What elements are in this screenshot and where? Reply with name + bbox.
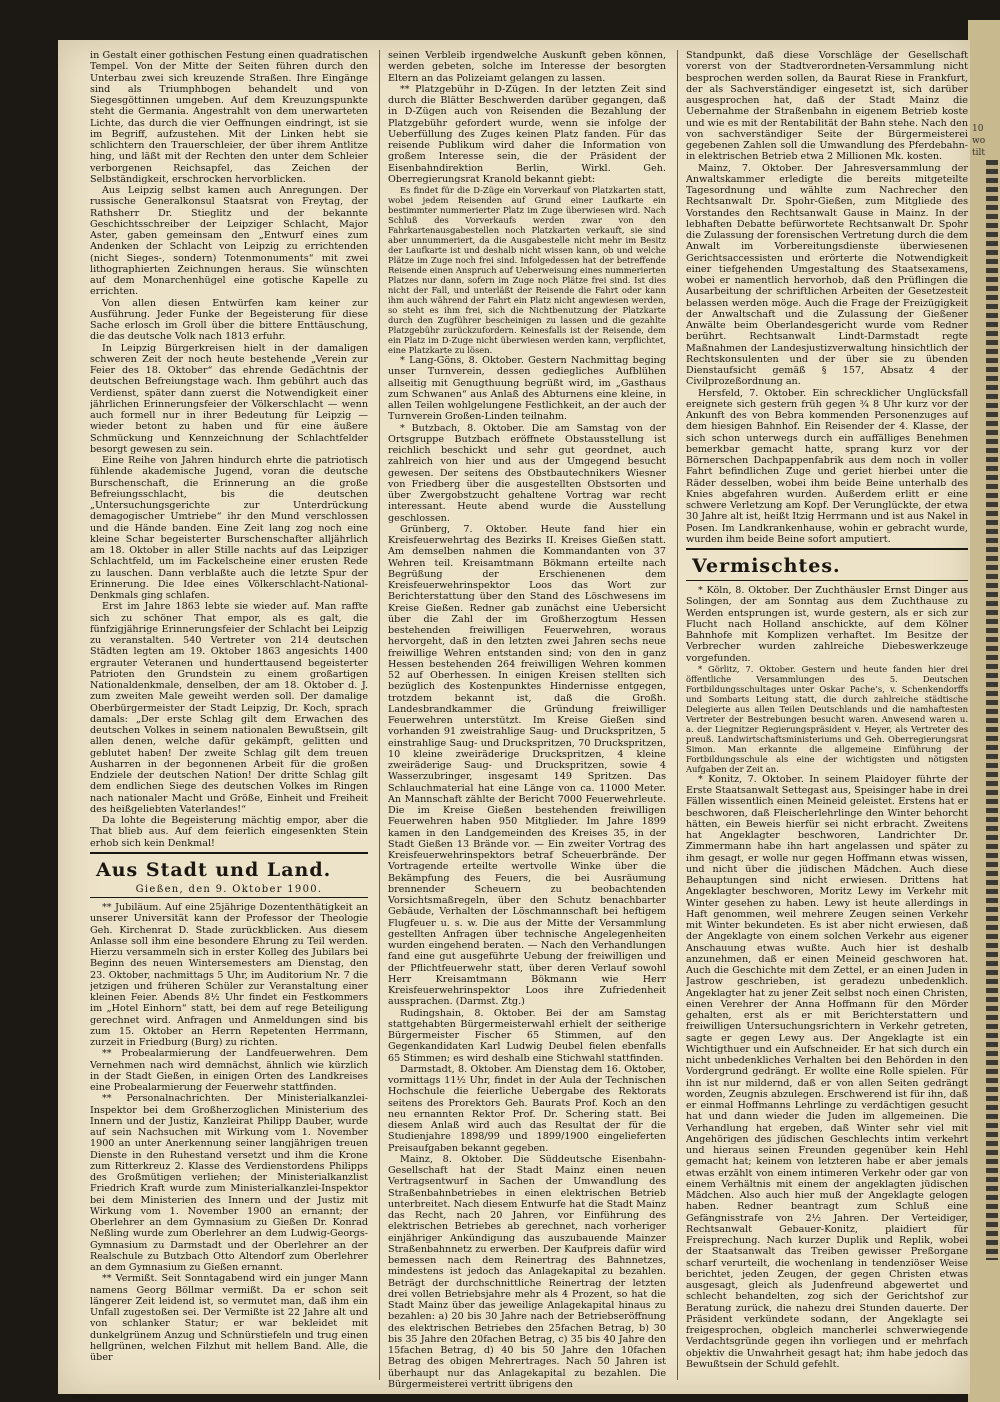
news-item: * Konitz, 7. Oktober. In seinem Plaidoyer führte der Erste Staatsanwalt Settegast aus, Speisinger habe in drei Fällen wissentlich einen Meineid geleistet. Erstens hat er beschworen, daß Fleischerlehrlinge den Winter behorcht hätten, ein Beweis hierfür sei nicht erbracht. Zweitens hat Angeklagter beschworen, Landrichter Dr. Zimmermann habe ihn hart angelassen und später zu ihm gesagt, er wolle nur gegen Hoffmann etwas wissen, und nicht über die jüdischen Mädchen. Auch diese Behauptungen sind nicht erwiesen. Drittens hat Angeklagter beschworen, Moritz Lewy im Verkehr mit Winter gesehen zu haben. Lewy ist heute allerdings in Haft genommen, weil mehrere Zeugen seinen Verkehr mit Winter bekundeten. Es ist aber nicht erwiesen, daß der Angeklagte von einem solchen Verkehr aus eigener Anschauung etwas wußte. Auch hier ist deshalb anzunehmen, daß er einen Meineid geschworen hat. Auch die Geschichte mit dem Zettel, er an einen Juden in Jastrow geschrieben, ist geradezu unbedenklich. Angeklagter hat zu jener Zeit selbst noch einen Christen, einen Verehrer der Anna Hoffmann für den Mörder gehalten, erst als er mit Berichterstattern und freiwilligen Untersuchungsrichtern in Verkehr getreten, sagte er gegen Lewy aus. Der Angeklagte ist ein Wichtigthuer und ein Aufschneider. Er hat sich durch ein nicht unbedenkliches Verhalten bei den Behörden in den Vordergrund gedrängt. Er wollte eine Rolle spielen. Für ihn ist nur mildernd, daß er von allen Seiten gedrängt worden, Zeugnis abzulegen. Erschwerend ist für ihn, daß er einmal Hoffmanns Lehrlinge zu verdächtigen gesucht hat und dann wieder die Juden im allgemeinen. Die Verhandlung hat ergeben, daß Winter sehr viel mit Angehörigen des jüdischen Geschlechts intim verkehrt und hieraus seinen Freunden gegenüber kein Hehl gemacht hat; keinem von letzteren habe er aber jemals etwas erzählt von einem intimeren Verkehr oder gar von einem Verhältnis mit einem der angeklagten jüdischen Mädchen. Also auch hier muß der Angeklagte gelogen haben. Redner beantragt zum Schluß eine Gefängnisstrafe von 2½ Jahren. Der Verteidiger, Rechtsanwalt Gebauer-Konitz, plaidiert für Freisprechung. Nach kurzer Duplik und Replik, wobei der Staatsanwalt das Treiben gewisser Preßorgane scharf verurteilt, die wochenlang in tendenziöser Weise berichtet, jeden Zeugen, der gegen Christen etwas ausgesagt, gleich als Judenfreund abgewertet und schlecht behandelten, zog sich der Gerichtshof zur Beratung zurück, die nahezu drei Stunden dauerte. Der Präsident verkündete sodann, der Angeklagte sei freigesprochen, obgleich mancherlei schwerwiegende Verdachtsgründe gegen ihn vorliegen und er mehrfach objektiv die Unwahrheit gesagt hat; ihm habe jedoch das Bewußtsein der Schuld gefehlt. — [686, 773, 968, 1370]
section-rule-thin — [686, 580, 968, 581]
news-item: ** Jubiläum. Auf eine 25jährige Dozententhätigkeit an unserer Universität kann der Professor der Theologie Geh. Kirchenrat D. Stade zurückblicken. Aus diesem Anlasse soll ihm eine besondere Ehrung zu Teil werden. Hierzu versammeln sich in erster Kolleg des Jubilars bei Beginn des neuen Wintersemesters am Dienstag, den 23. Oktober, nachmittags 5 Uhr, im Auditorium Nr. 7 die jetzigen und früheren Schüler zur Veranstaltung einer kleinen Feier. Abends 8½ Uhr findet ein Festkommers im „Hotel Einhorn“ statt, bei dem auf rege Beteiligung gerechnet wird. Anfragen und Anmeldungen sind bis zum 15. Oktober an Herrn Repetenten Herrmann, zurzeit in Friedburg (Burg) zu richten. — [90, 902, 368, 1048]
section-heading-miscellaneous: Vermischtes. — [692, 555, 841, 577]
margin-text-2: wo — [972, 136, 986, 146]
paragraph: In Leipzig Bürgerkreisen hielt in der damaligen schweren Zeit der noch heute bestehende „Verein zur Feier des 18. Oktober“ das ehrende Gedächtnis der deutschen Befreiungstage wach. Ihm gebührt auch das Verdienst, später dann zuerst die Notwendigkeit einer jährlichen Erinnerungsfeier der Völkerschlacht — wenn auch formell nur in ihrer Bedeutung für Leipzig — wieder betont zu haben und für eine äußere Schmückung und Kennzeichnung der Schlachtfelder besorgt gewesen zu sein. — [90, 342, 368, 455]
news-item: ** Probealarmierung der Landfeuerwehren. Dem Vernehmen nach wird demnächst, ähnlich wie kürzlich in der Stadt Gießen, in einigen Orten des Landkreises eine Probealarmierung der Feuerwehr stattfinden. — [90, 1048, 368, 1093]
column-2 — [388, 50, 666, 1390]
news-item: Mainz, 8. Oktober. Die Süddeutsche Eisenbahn-Gesellschaft hat der Stadt Mainz einen neuen Vertragsentwurf in Sachen der Umwandlung des Straßenbahnbetriebes in einen elektrischen Betrieb unterbreitet. Nach diesem Entwurfe hat die Stadt Mainz das Recht, nach 20 Jahren, vor Einführung des elektrischen Betriebes ab gerechnet, nach vorheriger einjähriger Ankündigung das auszubauende Mainzer Straßenbahnnetz zu erwerben. Der Kaufpreis dafür wird bemessen nach dem Reinertrag des Bahnnetzes, mindestens ist jedoch das Anlagekapital zu bezahlen. Beträgt der durchschnittliche Reinertrag der letzten drei vollen Betriebsjahre mehr als 4 Prozent, so hat die Stadt Mainz über das jeweilige Anlagekapital hinaus zu bezahlen: a) 20 bis 30 Jahre nach der Betriebseröffnung des elektrischen Betriebes den 25fachen Betrag, b) 30 bis 35 Jahre den 20fachen Betrag, c) 35 bis 40 Jahre den 15fachen Betrag, d) 40 bis 50 Jahre den 10fachen Betrag des obigen Mehrertrages. Nach 50 Jahren ist überhaupt nur das Anlagekapital zu bezahlen. Die Bürgermeisterei vertritt übrigens den — [388, 1153, 666, 1390]
section-heading-local-news: Aus Stadt und Land. — [96, 858, 332, 881]
section-rule — [686, 548, 968, 550]
news-item: Darmstadt, 8. Oktober. Am Dienstag dem 16. Oktober, vormittags 11½ Uhr, findet in der Aula der Technischen Hochschule die feierliche Uebergabe des Rektorats seitens des Prorektors Geh. Baurats Prof. Koch an den neu ernannten Rektor Prof. Dr. Schering statt. Bei diesem Anlaß wird auch das Resultat der für die Studienjahre 1898/99 und 1899/1900 eingelieferten Preisaufgaben bekannt gegeben. — [388, 1063, 666, 1154]
paragraph: Eine Reihe von Jahren hindurch ehrte die patriotisch fühlende akademische Jugend, voran die deutsche Burschenschaft, die Erinnerung an die große Befreiungsschlacht, bis die deutschen „Untersuchungsgerichte zur Unterdrückung demagogischer Umtriebe“ ihr den Mund verschlossen und die Hände banden. Eine Zeit lang zog noch eine kleine Schar begeisterter Burschenschafter alljährlich am 18. Oktober in aller Stille nachts auf das Leipziger Schlachtfeld, um im Fackelscheine einer erusten Rede zu lauschen. Dann verblaßte auch die letzte Spur der Erinnerung. Die Idee eines Völkerschlacht-National-Denkmals ging schlafen. — [90, 455, 368, 601]
paragraph: Erst im Jahre 1863 lebte sie wieder auf. Man raffte sich zu schöner That empor, als es galt, die fünfzigjährige Erinnerungsfeier der Schlacht bei Leipzig zu veranstalten. 540 Vertreter von 214 deutschen Städten legten am 19. Oktober 1863 angesichts 1400 ergrauter Veteranen und hunderttausend begeisterter Patrioten den Grundstein zu einem großartigen Nationaldenkmale, denselben, der am 18. Oktober d. J. zum zweiten Male geweiht werden soll. Der damalige Oberbürgermeister der Stadt Leipzig, Dr. Koch, sprach damals: „Der erste Schlag gilt dem Erwachen des deutschen Volkes in seinem nationalen Bewußtsein, gilt allen denen, welche dafür gekämpft, gelitten und geblutet haben! Der zweite Schlag gilt dem treuen Ausharren in der begonnenen Arbeit für die großen Endziele der deutschen Nation! Der dritte Schlag gilt dem endlichen Siege des deutschen Volkes im Ringen nach nationaler Macht und Größe, Einheit und Freiheit des heißgeliebten Vaterlandes!“ — [90, 601, 368, 815]
news-item: ** Personalnachrichten. Der Ministerialkanzlei-Inspektor bei dem Großherzoglichen Ministerium des Innern und der Justiz, Kanzleirat Philipp Dauber, wurde auf sein Nachsuchen mit Wirkung vom 1. November 1900 an unter Anerkennung seiner langjährigen treuen Dienste in den Ruhestand versetzt und ihm die Krone zum Ritterkreuz 2. Klasse des Verdienstordens Philipps des Großmütigen verliehen; der Ministerialkanzlist Friedrich Kraft wurde zum Ministerialkanzlei-Inspektor bei dem Ministerien des Innern und der Justiz mit Wirkung vom 1. November 1900 an ernannt; der Oberlehrer an dem Gymnasium zu Gießen Dr. Konrad Neßling wurde zum Oberlehrer an dem Ludwig-Georgs-Gymnasium zu Darmstadt und der Oberlehrer an der Realschule zu Butzbach Otto Altendorf zum Oberlehrer an dem Gymnasium zu Gießen ernannt. — [90, 1093, 368, 1273]
news-item: * Lang-Göns, 8. Oktober. Gestern Nachmittag beging unser Turnverein, dessen gediegliches Aufblühen allseitig mit Genugthuung begrüßt wird, im „Gasthaus zum Schwanen“ aus Anlaß des Abturnens eine kleine, in allen Teilen wohlgelungene Festlichkeit, an der auch der Turnverein Großen-Linden teilnahm. — [388, 355, 666, 423]
news-item: Mainz, 7. Oktober. Der Jahresversammlung der Anwaltskammer erledigte die bereits mitgeteilte Tagesordnung und wählte zum Nachrecher den Rechtsanwalt Dr. Spohr-Gießen, zum Mitgliede des Vorstandes den Rechtsanwalt Gause in Mainz. In der lebhaften Debatte befürwortete Rechtsanwalt Dr. Spohr die Zulassung der forensischen Vertretung durch die dem Anwalt im Vorbereitungsdienste überwiesenen Gerichtsaccessisten und erörterte die Notwendigkeit einer tiefgehenden Umgestaltung des Staatsexamens, wobei er namentlich hervorhob, daß den Prüflingen die Ausarbeitung der schriftlichen Arbeiten der Gesetzesteit belassen werden möge. Auch die Frage der Freizügigkeit der Anwaltschaft und die Zulassung der Gießener Anwälte beim Oberlandesgericht wurde vom Redner berührt. Rechtsanwalt Lindt-Darmstadt regte Maßnahmen der Landesjustizverwaltung hinsichtlich der Rechtskonsulenten und der über sie zu übenden Dienstaufsicht gemäß § 157, Absatz 4 der Civilprozeßordnung an. — [686, 162, 968, 388]
dateline: Gießen, den 9. Oktober 1900. — [135, 883, 323, 895]
paragraph: in Gestalt einer gothischen Festung einen quadratischen Tempel. Von der Mitte der Seiten führen durch den Unterbau zwei sich kreuzende Straßen. Ihre Eingänge sind als Triumphbogen behandelt und von Siegesgöttinnen umgeben. Auf dem Kreuzungspunkte steht die Germania. Angestrahlt von dem unerwarteten Lichte, das durch die vier Oeffnungen eindringt, ist sie im Begriff, aufzustehen. Mit der Linken hebt sie schlichtern den Trauerschleier, der über ihrem Antlitze hing, und läßt mit der Rechten den unter dem Schleier verborgenen Reichsapfel, das Zeichen der Selbständigkeit, erschrocken hervorblicken. — [90, 50, 368, 185]
margin-text-1: 10 — [972, 124, 984, 134]
newspaper-page — [58, 40, 970, 1394]
news-item: * Görlitz, 7. Oktober. Gestern und heute fanden hier drei öffentliche Versammlungen des 5. Deutschen Fortbildungsschultages unter Oskar Pache’s, v. Schenkendorffs und Sombarts Leitung statt, die durch zahlreiche städtische Delegierte aus allen Teilen Deutschlands und die namhaftesten Vertreter der Bestrebungen besucht waren. Anwesend waren u. a. der Liegnitzer Regierungspräsident v. Heyer, als Vertreter des preuß. Landwirtschaftsministeriums und Geh. Oberregierungsrat Simon. Man erkannte die allgemeine Einführung der Fortbildungsschule als eine der wichtigsten und nötigsten Aufgaben der Zeit an. — [686, 663, 968, 774]
news-item: ** Platzgebühr in D-Zügen. In der letzten Zeit sind durch die Blätter Beschwerden darüber gegangen, daß in D-Zügen auch von Reisenden die Bezahlung der Platzgebühr gefordert wurde, wenn sie infolge der Ueberfüllung des Zuges keinen Platz fanden. Für das reisende Publikum wird daher die Information von großem Interesse sein, die der Präsident der Eisenbahndirektion Berlin, Wirkl. Geh. Oberregierungsrat Kranold bekannt giebt: — [388, 83, 666, 185]
paragraph: Standpunkt, daß diese Vorschläge der Gesellschaft vorerst von der Stadtverordneten-Versammlung nicht besprochen werden sollen, da Baurat Riese in Frankfurt, der als Sachverständiger eingesetzt ist, sich darüber ausgesprochen hat, daß der Stadt Mainz die Uebernahme der Straßenbahn in eigenem Betrieb koste und wie es mit der Rentabilität der Bahn stehe. Nach den von sachverständiger Seite der Bürgermeisterei gegebenen Zahlen soll die Umwandlung des Pferdebahn- in elektrischen Betrieb etwa 2 Millionen Mk. kosten. — [686, 50, 968, 163]
adjacent-page-print — [986, 160, 998, 1260]
news-item: * Köln, 8. Oktober. Der Zuchthäusler Ernst Dinger aus Solingen, der am Sonntag aus dem Zuchthause zu Werden entsprungen ist, wurde gestern, als er sich zur Flucht nach Holland anschickte, auf dem Kölner Bahnhofe mit Komplizen verhaftet. Im Besitze der Verbrecher wurden zahlreiche Diebeswerkzeuge vorgefunden. — [686, 585, 968, 664]
column-rule-2 — [677, 50, 678, 1380]
column-1 — [90, 50, 368, 1390]
paragraph: Von allen diesen Entwürfen kam keiner zur Ausführung. Jeder Funke der Begeisterung für diese Sache erlosch im Groll über die bittere Enttäuschung, die das deutsche Volk nach 1813 erfuhr. — [90, 297, 368, 343]
paragraph: Aus Leipzig selbst kamen auch Anregungen. Der russische Generalkonsul Staatsrat von Freytag, der Rathsherr Dr. Stieglitz und der bekannte Geschichtsschreiber der Leipziger Schlacht, Major Aster, gaben gemeinsam den „Entwurf eines zum Andenken der Schlacht von Leipzig zu errichtenden (nicht Sieges-, sondern) Totenmonuments“ mit zwei lithographierten Zeichnungen heraus. Sie wünschten auf dem Monarchenhügel eine gotische Kapelle zu errichten. — [90, 185, 368, 298]
paragraph: seinen Verbleib irgendwelche Auskunft geben können, werden gebeten, solche im Interesse der besorgten Eltern an das Polizeiamt gelangen zu lassen. — [388, 50, 666, 84]
news-item: Hersfeld, 7. Oktober. Ein schrecklicher Unglücksfall ereignete sich gestern früh gegen ¾ 8 Uhr kurz vor der Ankunft des von Bebra kommenden Personenzuges auf dem hiesigen Bahnhof. Ein Reisender der 4. Klasse, der sich schon unterwegs durch ein auffälliges Benehmen bemerkbar gemacht hatte, sprang kurz vor der Börnerschen Dachpappenfabrik aus dem noch in voller Fahrt befindlichen Zuge und geriet hierbei unter die Räder desselben, wobei ihm beide Beine unterhalb des Knies abgefahren wurden. Außerdem erlitt er eine schwere Verletzung am Kopf. Der Verunglückte, der etwa 30 Jahre alt ist, heißt Itzig Herrmann und ist aus Nakel in Posen. Im Landkrankenhause, wohin er gebracht wurde, wurden ihm beide Beine sofort amputiert. — [686, 387, 968, 545]
column-3 — [686, 50, 968, 1390]
paragraph: Da lohte die Begeisterung mächtig empor, aber die That blieb aus. Auf dem feierlich eingesenkten Stein erhob sich kein Denkmal! — [90, 815, 368, 849]
column-rule-1 — [379, 50, 380, 1380]
margin-text-3: tilt — [972, 148, 985, 158]
news-item: * Butzbach, 8. Oktober. Die am Samstag von der Ortsgruppe Butzbach eröffnete Obstausstellung ist reichlich beschickt und sehr gut geordnet, auch zahlreich von hier und aus der Umgegend besucht gewesen. Der seitens des Obstbautechnikers Wiesner von Friedberg über die ausgestellten Obstsorten und über Zwergobstzucht gehaltene Vortrag war recht interessant. Heute abend wurde die Ausstellung geschlossen. — [388, 422, 666, 524]
section-rule — [90, 852, 368, 854]
news-item: Rudingshain, 8. Oktober. Bei der am Samstag stattgehabten Bürgermeisterwahl erhielt der seitherige Bürgermeister Fischer 65 Stimmen, auf den Gegenkandidaten Karl Ludwig Deubel fielen ebenfalls 65 Stimmen; es wird deshalb eine Stichwahl stattfinden. — [388, 1007, 666, 1064]
news-item: ** Vermißt. Seit Sonntagabend wird ein junger Mann namens Georg Böllmar vermißt. Da er schon seit längerer Zeit leidend ist, so vermutet man, daß ihm ein Unfall zugestoßen sei. Der Vermißte ist 22 Jahre alt und von schlanker Statur; er war bekleidet mit dunkelgrünem Anzug und Schnürstiefeln und trug einen hellgrünen, welchen Filzhut mit hellem Band. Alle, die über — [90, 1273, 368, 1363]
quoted-notice: Es findet für die D-Züge ein Vorverkauf von Platzkarten statt, wobei jedem Reisenden auf Grund einer Laufkarte ein bestimmter nummerierter Platz im Zuge überwiesen wird. Nach Schluß des Vorverkaufs werden zwar von den Fahrkartenausgabestellen noch Platzkarten verkauft, sie sind aber unnummeriert, da die Ausgabestelle nicht mehr im Besitz der Laufkarte ist und deshalb nicht wissen kann, ob und welche Plätze im Zuge noch frei sind. Infolgedessen hat der betreffende Reisende einen Anspruch auf Ueberweisung eines nummerierten Platzes nur dann, sofern im Zuge noch Plätze frei sind. Ist dies nicht der Fall, und unterläßt der Reisende die Fahrt oder kann ihm auch während der Fahrt ein Platz nicht angewiesen werden, so steht es ihm frei, sich die Nichtbenutzung der Platzkarte durch den Zugführer bescheinigen zu lassen und die gezahlte Platzgebühr zurückzufordern. Keinesfalls ist der Reisende, dem ein Platz im D-Zuge nicht überwiesen werden kann, verpflichtet, eine Platzkarte zu lösen. — [388, 185, 666, 355]
section-rule-thin — [90, 897, 368, 898]
news-item: Grünberg, 7. Oktober. Heute fand hier ein Kreisfeuerwehrtag des Bezirks II. Kreises Gießen statt. Am demselben nahmen die Kommandanten von 37 Wehren teil. Kreisamtmann Bökmann erteilte nach Begrüßung der Erschienenen dem Kreisfeuerwehrinspektor Loos das Wort zur Berichterstattung über den Stand des Löschwesens im Kreise Gießen. Redner gab zunächst eine Uebersicht über die Zahl der im Großherzogtum Hessen bestehenden freiwilligen Feuerwehren, woraus hervorgeht, daß in den letzten zwei Jahren sechs neue freiwillige Wehren entstanden sind; von den in ganz Hessen bestehenden 264 freiwilligen Wehren kommen 52 auf Oberhessen. In einigen Kreisen stellten sich bezüglich des Kostenpunktes Hindernisse entgegen, trotzdem bekannt ist, daß die Großh. Landesbrandkammer die Gründung freiwilliger Feuerwehren unterstützt. Im Kreise Gießen sind vorhanden 91 zweistrahlige Saug- und Druckspritzen, 5 einstrahlige Saug- und Druckspritzen, 70 Druckspritzen, 10 kleine zweiräderige Druckspritzen, 4 kleine zweiräderige Saug- und Druckspritzen, sowie 4 Wasserzubringer, insgesamt 149 Spritzen. Das Schlauchmaterial hat eine Länge von ca. 11000 Meter. An Mannschaft zählte der Bericht 7000 Feuerwehrleute. Die im Kreise Gießen bestehenden freiwilligen Feuerwehren haben 950 Mitglieder. Im Jahre 1899 kamen in den Landgemeinden des Kreises 35, in der Stadt Gießen 13 Brände vor. — Ein zweiter Vortrag des Kreisfeuerwehrinspektors betraf Scheuerbrände. Der Vortragende erteilte wertvolle Winke über die Bekämpfung des Feuers, die bei Ausräumung brennender Scheuern zu beobachtenden Vorsichtsmaßregeln, über den Schutz benachbarter Gebäude, Verhalten der Löschmannschaft bei heftigem Flugfeuer u. s. w. Die aus der Mitte der Versammlung gestellten Anfragen über technische Angelegenheiten wurden eingehend beraten. — Nach den Verhandlungen fand eine gut ausgeführte Uebung der freiwilligen und der Pflichtfeuerwehr statt, über deren Verlauf sowohl Herr Kreisamtmann Bökmann wie Herr Kreisfeuerwehrinspektor Loos ihre Zufriedenheit aussprachen. (Darmst. Ztg.) — [388, 523, 666, 1008]
